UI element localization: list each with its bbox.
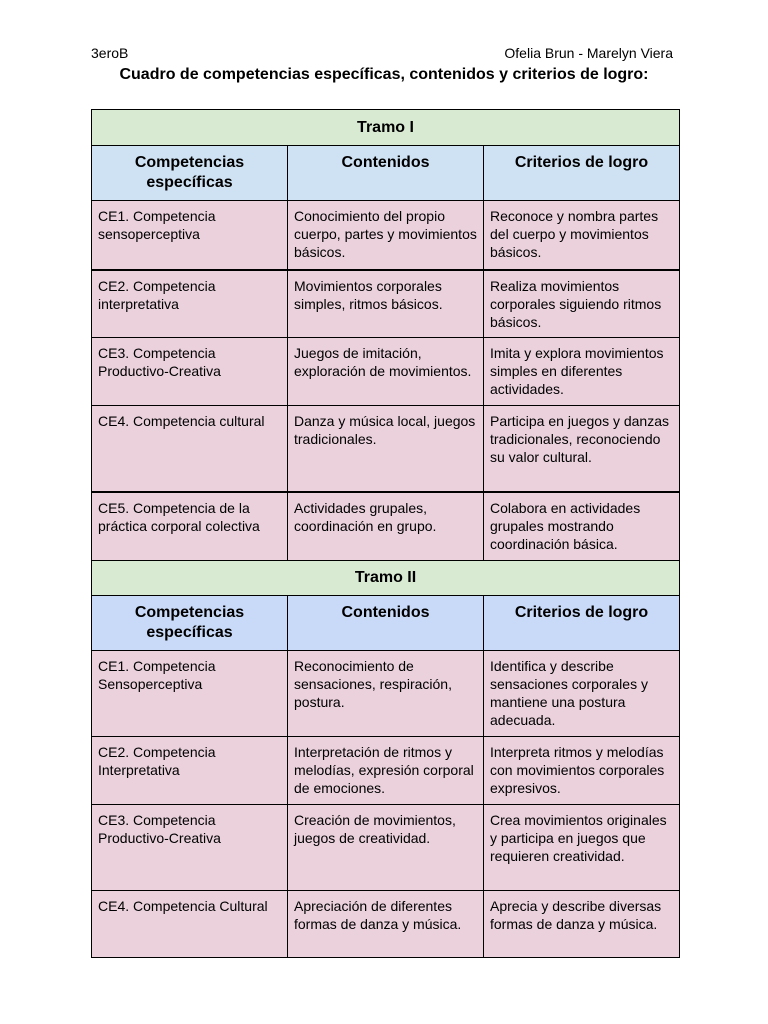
tramo-1-header: Tramo I xyxy=(92,110,680,146)
col-header-criterios: Criterios de logro xyxy=(484,146,680,201)
table-cell: CE4. Competencia Cultural xyxy=(92,891,288,958)
table-cell: Movimientos corporales simples, ritmos básicos. xyxy=(288,270,484,338)
table-cell: Interpreta ritmos y melodías con movimientos corporales expresivos. xyxy=(484,737,680,805)
table-cell: Danza y música local, juegos tradicionales. xyxy=(288,406,484,492)
table-cell: Conocimiento del propio cuerpo, partes y movimientos básicos. xyxy=(288,201,484,270)
table-cell: Juegos de imitación, exploración de movimientos. xyxy=(288,338,484,406)
table-cell: CE1. Competencia sensoperceptiva xyxy=(92,201,288,270)
table-cell: Reconoce y nombra partes del cuerpo y movimientos básicos. xyxy=(484,201,680,270)
table-cell: Identifica y describe sensaciones corporales y mantiene una postura adecuada. xyxy=(484,651,680,737)
table-cell: CE4. Competencia cultural xyxy=(92,406,288,492)
table-cell: Apreciación de diferentes formas de danza y música. xyxy=(288,891,484,958)
table-cell: CE2. Competencia interpretativa xyxy=(92,270,288,338)
col-header-contenidos: Contenidos xyxy=(288,146,484,201)
table-cell: Creación de movimientos, juegos de creatividad. xyxy=(288,805,484,891)
col-header-contenidos: Contenidos xyxy=(288,596,484,651)
competencies-table xyxy=(91,109,680,958)
header-class-label: 3eroB xyxy=(91,45,129,61)
tramo-2-header: Tramo II xyxy=(92,561,680,596)
table-cell: Imita y explora movimientos simples en diferentes actividades. xyxy=(484,338,680,406)
table-cell: Interpretación de ritmos y melodías, expresión corporal de emociones. xyxy=(288,737,484,805)
col-header-competencias: Competencias específicas xyxy=(92,146,288,201)
col-header-competencias: Competencias específicas xyxy=(92,596,288,651)
table-cell: Actividades grupales, coordinación en grupo. xyxy=(288,492,484,561)
col-header-criterios: Criterios de logro xyxy=(484,596,680,651)
table-cell: CE1. Competencia Sensoperceptiva xyxy=(92,651,288,737)
document-title: Cuadro de competencias específicas, contenidos y criterios de logro: xyxy=(119,66,649,83)
table-cell: Crea movimientos originales y participa en juegos que requieren creatividad. xyxy=(484,805,680,891)
table-cell: CE3. Competencia Productivo-Creativa xyxy=(92,805,288,891)
table-cell: CE3. Competencia Productivo-Creativa xyxy=(92,338,288,406)
table-cell: Realiza movimientos corporales siguiendo ritmos básicos. xyxy=(484,270,680,338)
header-authors: Ofelia Brun - Marelyn Viera xyxy=(504,45,673,61)
table-cell: Participa en juegos y danzas tradicionales, reconociendo su valor cultural. xyxy=(484,406,680,492)
table-cell: Aprecia y describe diversas formas de danza y música. xyxy=(484,891,680,958)
table-cell: CE2. Competencia Interpretativa xyxy=(92,737,288,805)
table-cell: Colabora en actividades grupales mostrando coordinación básica. xyxy=(484,492,680,561)
table-cell: Reconocimiento de sensaciones, respiración, postura. xyxy=(288,651,484,737)
table-cell: CE5. Competencia de la práctica corporal colectiva xyxy=(92,492,288,561)
